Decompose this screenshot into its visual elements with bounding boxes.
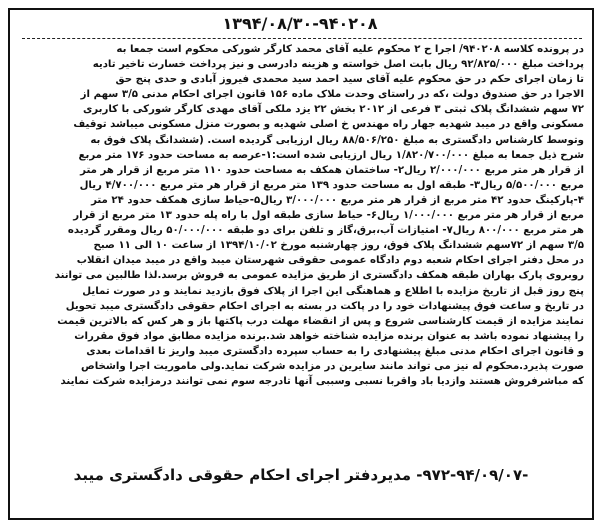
notice-footer-signature: -۹۷۲-۹۴/۰۹/۰۷- مدیردفتر اجرای احکام حقوقی دادگستری میبد — [73, 466, 529, 484]
notice-body-line: پنج روز قبل از تاریخ مزایده با اطلاع و هماهنگی این اجرا از پلاک فوق بازدید نمایند و در صورت تمایل — [82, 285, 584, 297]
notice-body-line: الاجرا در حق صندوق دولت ،که در راستای وحدت ملاک ماده ۱۵۶ قانون اجرای احکام مدنی ۳/۵ سهم از — [80, 89, 584, 101]
notice-body-line: در تاریخ و ساعت فوق پیشنهادات خود را در پاکت در بسته به اجرای احکام حقوقی دادگستری میبد تحویل — [65, 300, 584, 312]
notice-body-line: را پیشنهاد نموده باشد به عنوان برنده مزایده شناخته خواهد شد.برنده مزایده مطابق مواد فوق مقررات — [74, 330, 584, 342]
notice-body-line: پرداخت مبلغ ۹۲/۸۲۵/۰۰۰ ریال بابت اصل خواسته و هزینه دادرسی و نیز پرداخت خسارت تاخیر تادیه — [92, 59, 584, 71]
notice-body-line: صورت پذیرد.محکوم له نیز می تواند مانند سایرین در مزایده شرکت نماید.ولی ماموریت اجرا واشخاص — [81, 360, 584, 372]
notice-body-line: مربع از قرار هر متر مربع ۱/۰۰۰/۰۰۰ ریال۶- حیاط سازی طبقه اول با راه پله حدود ۱۳ متر مربع از قرار — [73, 210, 584, 222]
notice-body-line: ۷۲ سهم ششدانگ پلاک ثبتی ۳ فرعی از ۲۰۱۲ بخش ۲۲ یزد ملکی آقای مهدی کارگر شورکی با کاربری — [82, 104, 584, 116]
notice-body-line: تا زمان اجرای حکم در حق محکوم علیه آقای سید احمد سید محمدی فیروز آبادی و حدی پنج حق — [115, 74, 584, 86]
notice-body-line: شرح ذیل جمعا به مبلغ ۱/۸۲۰/۷۰۰/۰۰۰ ریال ارزیابی شده است:۱-عرصه به مساحت حدود ۱۷۶ متر مربع — [78, 149, 584, 161]
notice-body-line: ۴-پارکینگ حدود ۴۲ متر مربع از قرار هر متر مربع ۳/۰۰۰/۰۰۰ ریال۵-حیاط سازی همکف حدود ۲۴ متر — [91, 194, 584, 206]
notice-body-line: روبروی پارک بهاران طبقه همکف دادگستری از طریق مزایده عمومی به فروش برسد.لذا طالبین می توانند — [54, 270, 584, 282]
notice-reference-number: ۱۳۹۴/۰۸/۳۰-۹۴۰۲۰۸ — [222, 14, 378, 33]
notice-body-line: و قانون اجرای احکام مدنی مبلغ پیشنهادی را به حساب سپرده دادگستری میبد واریز تا اقدامات بعدی — [86, 345, 584, 357]
notice-body-line: از قرار هر متر مربع ۲/۰۰۰/۰۰۰ ریال۲- ساختمان همکف به مساحت حدود ۱۱۰ متر مربع از قرار هر متر — [80, 164, 584, 176]
notice-body-line: در پرونده کلاسه ۹۴۰۲۰۸/ اجرا ح ۲ محکوم علیه آقای محمد کارگر شورکی محکوم است جمعا به — [116, 44, 584, 55]
notice-body-line: نمایند مزایده از قیمت کارشناسی شروع و پس از انقضاء مهلت درب پاکتها باز و هر کس که بالاترین قیمت — [57, 315, 584, 327]
notice-body-line: مربع ۵/۵۰۰/۰۰۰ ریال۳- طبقه اول به مساحت حدود ۱۳۹ متر مربع از قرار هر متر مربع ۴/۷۰۰/۰۰۰ ریال — [79, 179, 584, 191]
notice-body-line: ۳/۵ سهم از ۷۲سهم ششدانگ پلاک فوق، روز چهارشنبه مورخ ۱۳۹۴/۱۰/۰۲ از ساعت ۱۰ الی ۱۱ صبح — [93, 240, 584, 252]
notice-body-line: که مباشرفروش هستند وازدیا باد واقربا نسبی وسببی آنها تادرجه سوم نمی توانند درمزایده شرکت نمایند — [60, 376, 584, 388]
notice-body-line: مسکونی واقع در میبد شهدیه جهار راه مهندس خ اصلی شهدیه و بصورت منزل مسکونی میباشد توقیف — [73, 119, 584, 131]
notice-body — [20, 42, 584, 464]
notice-body-line: هر متر مربع ۸۰۰/۰۰۰ ریال۷- امتیازات آب،برق،گاز و تلفن برای دو طبقه ۵۰/۰۰۰/۰۰۰ ریال ومقرر گردیده — [67, 225, 584, 237]
notice-body-line: وتوسط کارشناس دادگستری به مبلغ ۸۸/۵۰۶/۲۵۰ ریال ارزیابی گردیده است. (ششدانگ پلاک فوق به — [90, 134, 584, 146]
header-divider — [22, 38, 582, 39]
notice-body-line: در محل دفتر اجرای احکام شعبه دوم دادگاه عمومی حقوقی شهرستان میبد واقع در میبد میدان انقلاب — [76, 255, 584, 267]
